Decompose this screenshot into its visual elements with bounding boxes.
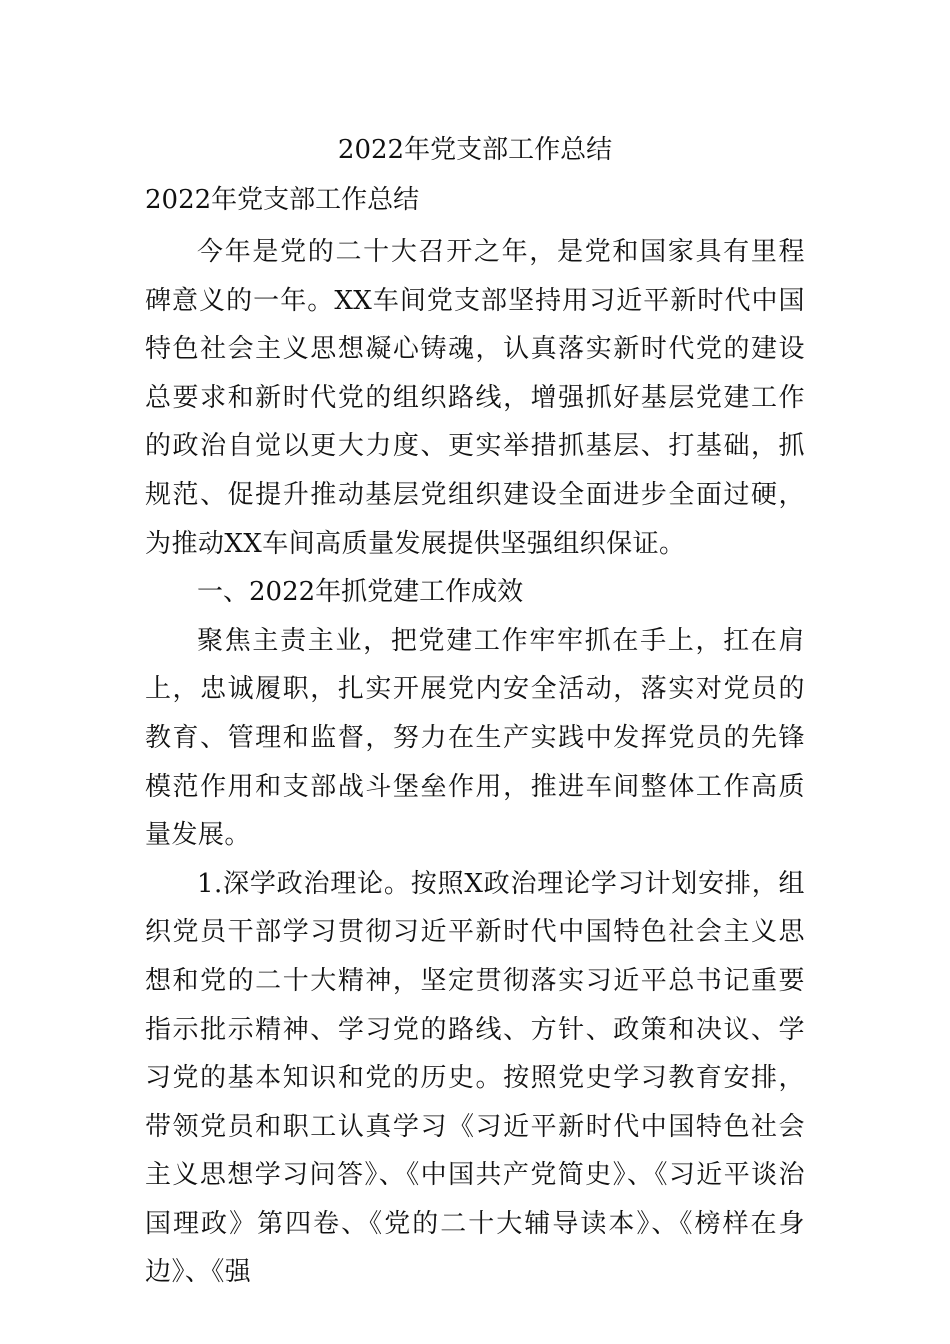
- document-subtitle: 2022年党支部工作总结: [145, 185, 420, 215]
- paragraph-theory-study: 1.深学政治理论。按照X政治理论学习计划安排，组织党员干部学习贯彻习近平新时代中国特色社会主义思想和党的二十大精神，坚定贯彻落实习近平总书记重要指示批示精神、学习党的路线、方针、政策和决议、学习党的基本知识和党的历史。按照党史学习教育安排，带领党员和职工认真学习《习近平新时代中国特色社会主义思想学习问答》、《中国共产党简史》、《习近平谈治国理政》第四卷、《党的二十大辅导读本》、《榜样在身边》、《强: [145, 868, 805, 1288]
- paragraph-achievements: 聚焦主责主业，把党建工作牢牢抓在手上，扛在肩上，忠诚履职，扎实开展党内安全活动，落实对党员的教育、管理和监督，努力在生产实践中发挥党员的先锋模范作用和支部战斗堡垒作用，推进车间整体工作高质量发展。: [145, 625, 805, 851]
- section-heading-achievements: 一、2022年抓党建工作成效: [197, 577, 524, 608]
- paragraph-intro: 今年是党的二十大召开之年，是党和国家具有里程碑意义的一年。XX车间党支部坚持用习近平新时代中国特色社会主义思想凝心铸魂，认真落实新时代党的建设总要求和新时代党的组织路线，增强抓好基层党建工作的政治自觉以更大力度、更实举措抓基层、打基础，抓规范、促提升推动基层党组织建设全面进步全面过硬，为推动XX车间高质量发展提供坚强组织保证。: [145, 237, 805, 559]
- document-title: 2022年党支部工作总结: [337, 135, 613, 165]
- document-body: [145, 228, 805, 1297]
